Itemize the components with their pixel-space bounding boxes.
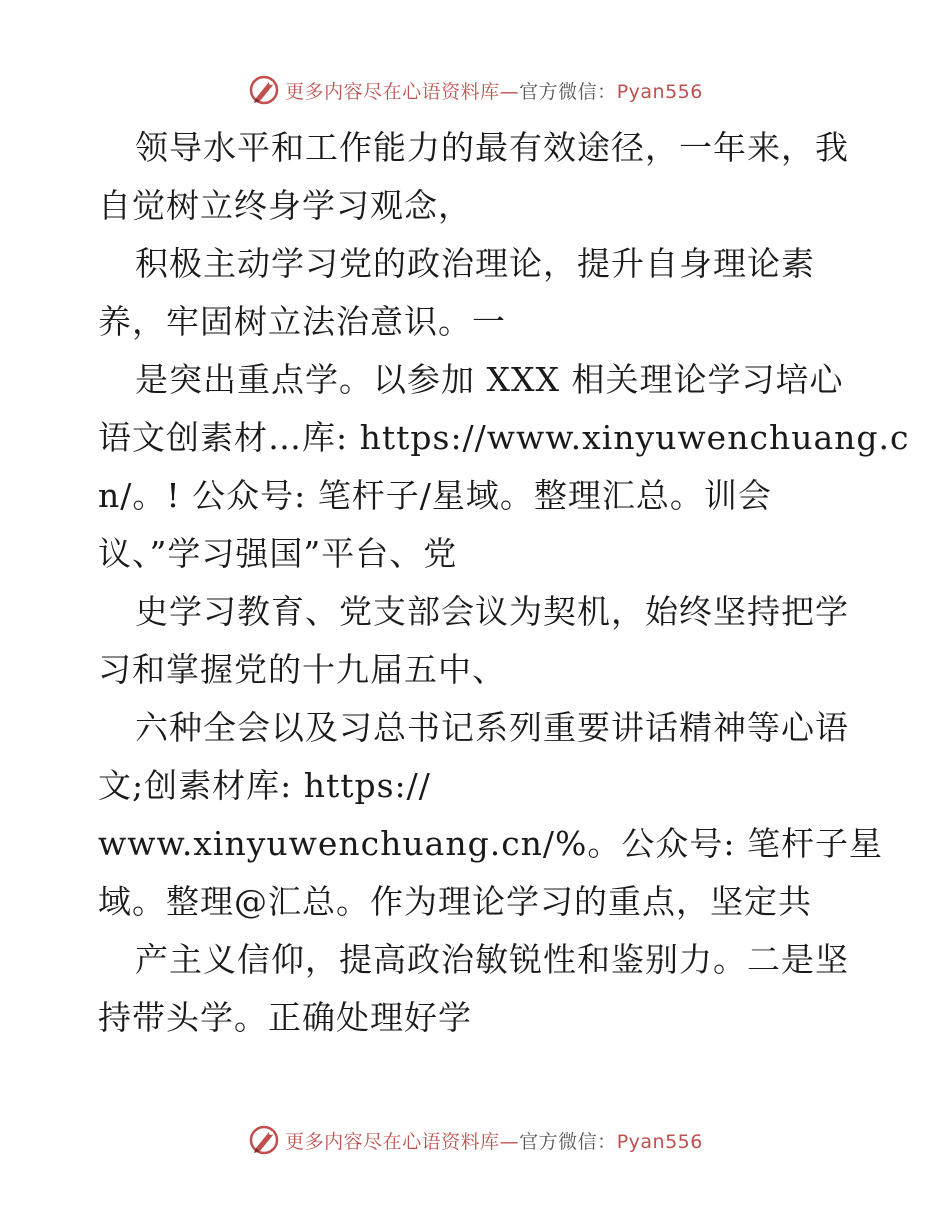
- banner-site-text: 更多内容尽在心语资料库: [285, 1130, 500, 1153]
- text-line: 自觉树立终身学习观念，: [98, 186, 472, 225]
- text-line: 产主义信仰，提高政治敏锐性和鉴别力。二是坚: [135, 940, 849, 979]
- banner-text: [285, 1127, 703, 1154]
- banner-wechat-label: 官方微信：: [519, 80, 617, 103]
- banner-wechat-id: Pyan556: [616, 80, 703, 103]
- text-line: 持带头学。正确处理好学: [98, 998, 472, 1037]
- banner-text: [285, 77, 703, 104]
- document-body: [98, 119, 910, 1047]
- banner-site-text: 更多内容尽在心语资料库: [285, 80, 500, 103]
- text-line: 习和掌握党的十九届五中、: [98, 650, 506, 689]
- text-line: 积极主动学习党的政治理论，提升自身理论素: [135, 244, 815, 283]
- text-line: 六种全会以及习总书记系列重要讲话精神等心语: [135, 708, 849, 747]
- banner-dash: —: [499, 80, 520, 103]
- banner-dash: —: [499, 1130, 520, 1153]
- pen-logo-icon: [247, 73, 281, 107]
- banner-wechat-id: Pyan556: [616, 1130, 703, 1153]
- text-line: 史学习教育、党支部会议为契机，始终坚持把学: [135, 592, 849, 631]
- banner-wechat-label: 官方微信：: [519, 1130, 617, 1153]
- header-banner: [0, 70, 950, 110]
- text-line: 议、”学习强国”平台、党: [98, 534, 458, 573]
- text-line: www.xinyuwenchuang.cn/%。公众号: 笔杆子星: [98, 824, 884, 863]
- text-line: 语文创素材…库: https://www.xinyuwenchuang.c: [98, 418, 910, 457]
- pen-logo-icon: [247, 1123, 281, 1157]
- text-line: 是突出重点学。以参加 XXX 相关理论学习培心: [135, 360, 844, 399]
- text-line: 养，牢固树立法治意识。一: [98, 302, 506, 341]
- footer-banner: [0, 1120, 950, 1160]
- text-line: 域。整理@汇总。作为理论学习的重点，坚定共: [98, 882, 812, 921]
- text-line: n/。! 公众号: 笔杆子/星域。整理汇总。训会: [98, 476, 772, 515]
- text-line: 文;创素材库: https://: [98, 766, 431, 805]
- text-line: 领导水平和工作能力的最有效途径，一年来，我: [135, 128, 849, 167]
